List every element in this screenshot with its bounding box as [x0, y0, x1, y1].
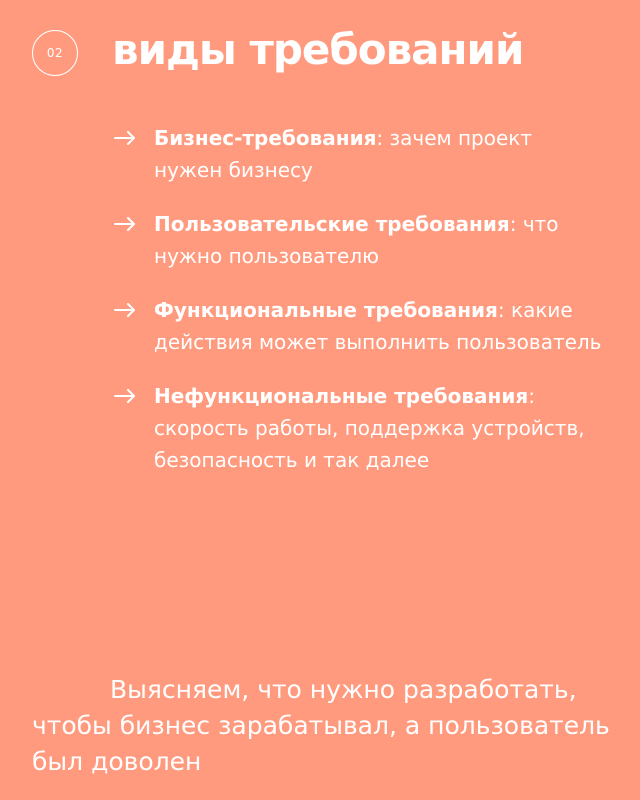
arrow-right-icon — [114, 208, 154, 240]
list-item-desc: : скорость работы, поддержка устройств, безопасность и так далее — [154, 384, 585, 472]
list-item-term: Нефункциональные требования — [154, 384, 529, 408]
arrow-right-icon — [114, 122, 154, 154]
page-number: 02 — [46, 46, 64, 60]
list-item — [114, 294, 614, 358]
arrow-right-icon — [114, 380, 154, 412]
list-item-term: Бизнес-требования — [154, 126, 377, 150]
list-item-desc: : что нужно пользователю — [154, 212, 559, 268]
list-item — [114, 380, 614, 476]
list-item-text — [154, 122, 604, 186]
list-item-text — [154, 380, 604, 476]
list-item-text — [154, 294, 604, 358]
list-item-term: Пользовательские требования — [154, 212, 510, 236]
list-item — [114, 208, 614, 272]
list-item-text — [154, 208, 604, 272]
list-item-desc: : какие действия может выполнить пользователь — [154, 298, 602, 354]
list-item — [114, 122, 614, 186]
page-title: виды требований — [112, 25, 524, 74]
list-item-desc: : зачем проект нужен бизнесу — [154, 126, 533, 182]
page-number-badge — [32, 30, 78, 76]
footer-text: Выясняем, что нужно разработать, чтобы бизнес зарабатывал, а пользователь был доволен — [32, 675, 610, 776]
list-item-term: Функциональные требования — [154, 298, 498, 322]
arrow-right-icon — [114, 294, 154, 326]
requirements-list — [114, 122, 614, 498]
